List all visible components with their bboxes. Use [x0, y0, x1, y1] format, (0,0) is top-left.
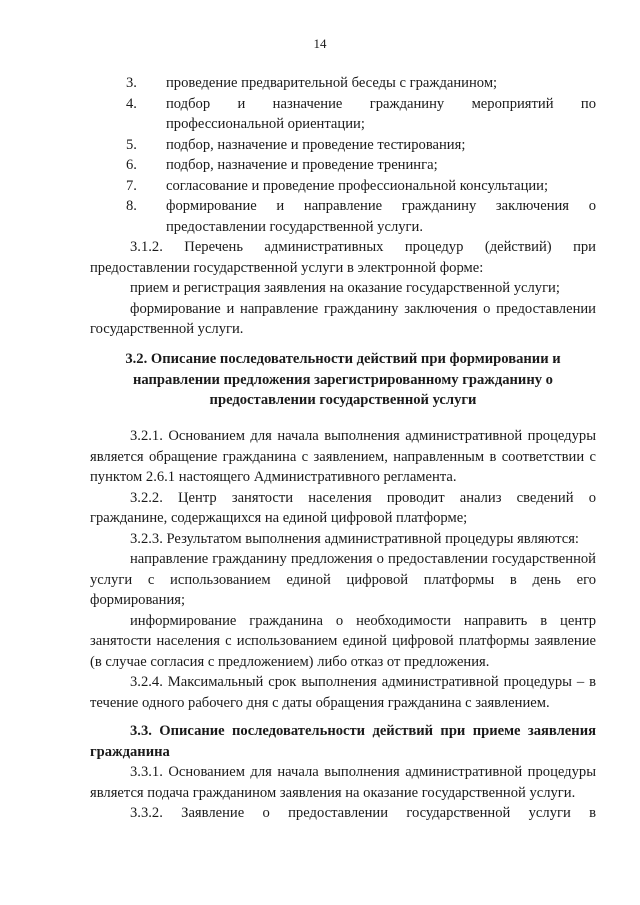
- paragraph-3-3-2: 3.3.2. Заявление о предоставлении государственной услуги в: [130, 805, 596, 821]
- list-item-text: подбор и назначение гражданину мероприятий по профессиональной ориентации;: [166, 95, 596, 132]
- section-3-1-2: [90, 237, 596, 340]
- paragraph-3-2-3-item-1: направление гражданину предложения о предоставлении государственной услуги с использованием единой цифровой платформы в день его формирования;: [90, 551, 596, 608]
- paragraph-3-1-2-item-2: формирование и направление гражданину заключения о предоставлении государственной услуги.: [90, 300, 596, 337]
- list-item: [90, 94, 596, 135]
- section-3-3-heading: [90, 721, 596, 762]
- list-item-text: проведение предварительной беседы с гражданином;: [166, 75, 498, 91]
- paragraph-3-3-1: 3.3.1. Основанием для начала выполнения административной процедуры является подача гражданином заявления на оказание государственной услуги.: [90, 764, 596, 801]
- section-3-3-body: [90, 762, 596, 824]
- page-number: 14: [313, 36, 327, 51]
- list-item-number: 7.: [126, 177, 137, 194]
- numbered-list: [90, 73, 596, 237]
- list-item: [90, 73, 596, 94]
- list-item: [90, 176, 596, 197]
- list-item-text: подбор, назначение и проведение тестирования;: [166, 136, 466, 153]
- list-item-number: 5.: [126, 136, 137, 153]
- paragraph-3-1-2: 3.1.2. Перечень административных процедур (действий) при предоставлении государственной услуги в электронной форме:: [90, 239, 596, 276]
- list-item-text: формирование и направление гражданину заключения о предоставлении государственной услуги.: [166, 198, 596, 235]
- section-heading: 3.2. Описание последовательности действий при формировании и направлении предложения зарегистрированному гражданину о предоставлении государственной услуги: [125, 351, 561, 408]
- list-item: [90, 155, 596, 176]
- section-3-2-body: [90, 426, 596, 713]
- section-3-2-heading: [90, 349, 596, 411]
- list-item-number: 4.: [126, 95, 137, 112]
- list-item-number: 8.: [126, 198, 137, 214]
- paragraph-3-1-2-item-1: прием и регистрация заявления на оказание государственной услуги;: [130, 280, 560, 296]
- paragraph-3-2-2: 3.2.2. Центр занятости населения проводит анализ сведений о гражданине, содержащихся на единой цифровой платформе;: [90, 489, 596, 526]
- list-item: [90, 196, 596, 237]
- paragraph-3-2-3-item-2: информирование гражданина о необходимости направить в центр занятости населения с использованием единой цифровой платформы заявление (в случае согласия с предложением) либо отказ от предложения.: [90, 612, 596, 670]
- list-item-text: подбор, назначение и проведение тренинга;: [166, 157, 438, 173]
- section-heading: 3.3. Описание последовательности действий при приеме заявления гражданина: [90, 723, 596, 760]
- list-item-number: 6.: [126, 157, 137, 173]
- list-item-number: 3.: [126, 75, 137, 91]
- paragraph-3-2-3: 3.2.3. Результатом выполнения административной процедуры являются:: [130, 530, 579, 547]
- list-item: [90, 135, 596, 156]
- paragraph-3-2-1: 3.2.1. Основанием для начала выполнения административной процедуры является обращение гражданина с заявлением, направленным в соответствии с пунктом 2.6.1 настоящего Административного регламента.: [90, 428, 596, 485]
- paragraph-3-2-4: 3.2.4. Максимальный срок выполнения административной процедуры – в течение одного рабочего дня с даты обращения гражданина с заявлением.: [90, 674, 596, 711]
- list-item-text: согласование и проведение профессиональной консультации;: [166, 177, 549, 194]
